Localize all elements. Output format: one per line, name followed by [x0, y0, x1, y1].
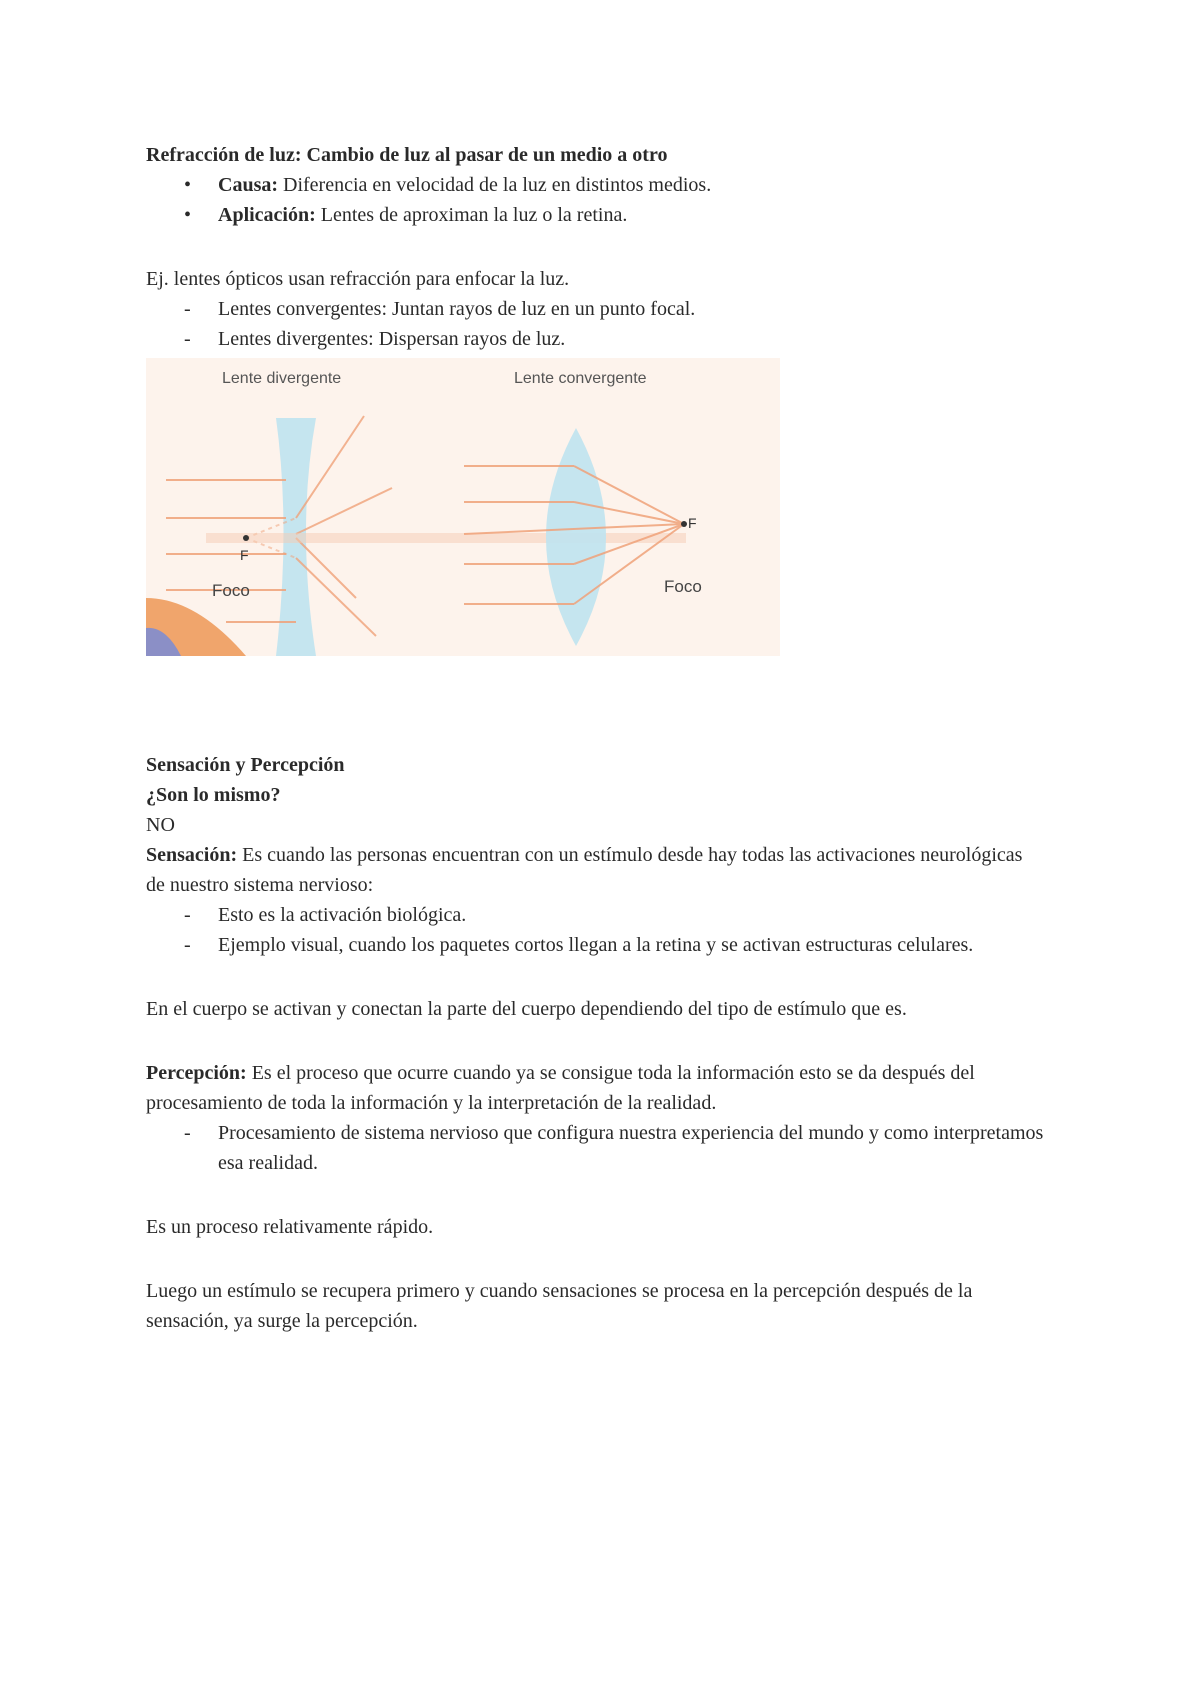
label-diverging-lens: Lente divergente [222, 370, 342, 387]
focus-point-letter-right: F [688, 515, 697, 531]
lenses-bullets [146, 294, 1046, 354]
focus-label-left: Foco [212, 581, 250, 600]
body-paragraph: En el cuerpo se activan y conectan la parte del cuerpo dependiendo del tipo de estímulo que es. [146, 998, 907, 1020]
sensation-paragraph: Sensación: Es cuando las personas encuentran con un estímulo desde hay todas las activaciones neurológicas de nuestro sistema nervioso: [146, 844, 1023, 896]
perception-paragraph: Percepción: Es el proceso que ocurre cuando ya se consigue toda la información esto se da después del procesamiento de toda la información y la interpretación de la realidad. [146, 1062, 975, 1114]
answer-text: NO [146, 814, 175, 836]
list-item: • Aplicación: Lentes de aproximan la luz o la retina. [184, 200, 1046, 230]
converging-lens-shape [546, 428, 606, 646]
lens-diagram [146, 358, 780, 656]
list-item: - Lentes divergentes: Dispersan rayos de luz. [184, 324, 1046, 354]
focus-point-letter-left: F [240, 547, 249, 563]
body-paragraph: Luego un estímulo se recupera primero y cuando sensaciones se procesa en la percepción después de la sensación, ya surge la percepción. [146, 1280, 973, 1332]
label-converging-lens: Lente convergente [514, 370, 647, 387]
list-item: - Ejemplo visual, cuando los paquetes cortos llegan a la retina y se activan estructuras celulares. [184, 930, 1046, 960]
list-item: • Causa: Diferencia en velocidad de la luz en distintos medios. [184, 170, 1046, 200]
focus-label-right: Foco [664, 577, 702, 596]
list-item: - Lentes convergentes: Juntan rayos de luz en un punto focal. [184, 294, 1046, 324]
question-text: ¿Son lo mismo? [146, 784, 281, 806]
sensation-bullets [146, 900, 1046, 960]
list-item: - Procesamiento de sistema nervioso que configura nuestra experiencia del mundo y como interpretamos esa realidad. [184, 1118, 1046, 1178]
focus-point-right [681, 521, 687, 527]
perception-bullets [146, 1118, 1046, 1178]
lenses-intro: Ej. lentes ópticos usan refracción para enfocar la luz. [146, 268, 570, 290]
list-item: - Esto es la activación biológica. [184, 900, 1046, 930]
document-body [146, 140, 1046, 1336]
sensation-perception-heading: Sensación y Percepción [146, 754, 345, 776]
refraction-heading: Refracción de luz: Cambio de luz al pasar de un medio a otro [146, 144, 668, 166]
lens-diagram-svg [146, 358, 780, 656]
refraction-bullets [146, 170, 1046, 230]
body-paragraph: Es un proceso relativamente rápido. [146, 1216, 434, 1238]
